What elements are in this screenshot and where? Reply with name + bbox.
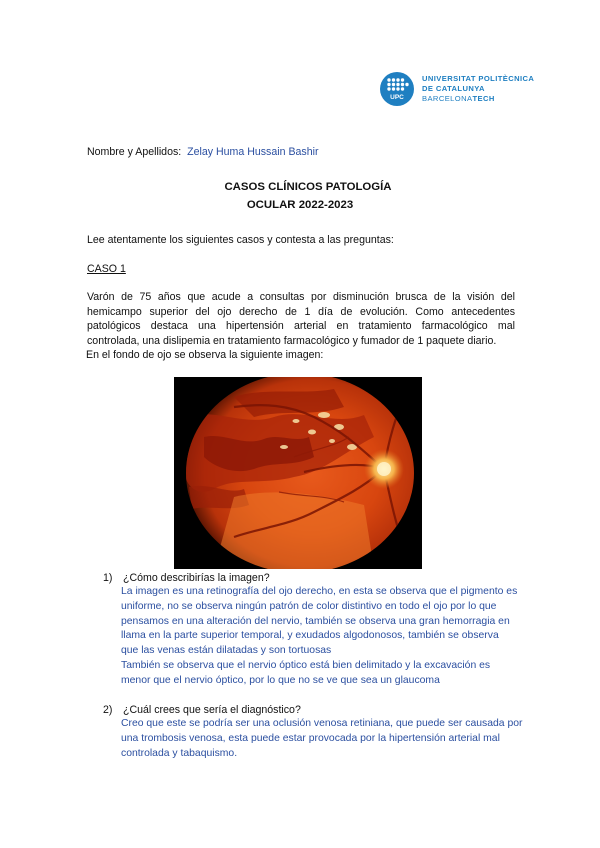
- question-text: ¿Cómo describirías la imagen?: [123, 572, 270, 584]
- case-line: controlada, una dislipemia en tratamiento farmacológico y fumador de 1 paquete diario.: [87, 334, 497, 347]
- answer-1: [121, 585, 541, 689]
- student-name-line: [87, 145, 318, 159]
- logo-mark-text: UPC: [390, 94, 404, 101]
- answer-2: [121, 717, 541, 761]
- university-logo: [380, 72, 580, 112]
- answer-line: pensamos en una alteración del nervio, también se observa una gran hemorragia en: [121, 615, 510, 627]
- question-1: [103, 571, 270, 585]
- answer-line: La imagen es una retinografía del ojo derecho, en esta se observa que el pigmento es: [121, 586, 518, 597]
- answer-line: llama en la parte superior temporal, y exudados algodonosos, también se observa: [121, 630, 499, 642]
- page-title-line-2: OCULAR 2022-2023: [246, 199, 354, 211]
- retina-image: [174, 377, 422, 569]
- answer-line: También se observa que el nervio óptico está bien delimitado y la excavación es: [121, 659, 491, 671]
- instructions: Lee atentamente los siguientes casos y contesta a las preguntas:: [87, 234, 394, 246]
- answer-line: menor que el nervio óptico, por lo que no se ve que sea un glaucoma: [121, 674, 440, 686]
- university-line-1: UNIVERSITAT POLITÈCNICA: [422, 74, 535, 83]
- case-line: hemicampo superior del ojo derecho de 1 día de evolución. Como antecedentes: [87, 305, 515, 318]
- university-line-3b: TECH: [472, 94, 495, 103]
- student-label: Nombre y Apellidos:: [87, 146, 182, 158]
- answer-line: Creo que este se podría ser una oclusión venosa retiniana, que puede ser causada por: [121, 718, 523, 729]
- answer-line: que las venas están dilatadas y son tortuosas: [121, 645, 332, 657]
- fundus-photograph: [174, 377, 422, 569]
- university-line-3a: BARCELONA: [422, 94, 473, 103]
- upc-logo-mark: [380, 72, 414, 106]
- question-number: 2): [103, 704, 113, 716]
- answer-line: una trombosis venosa, esta puede estar provocada por la hipertensión arterial mal: [121, 732, 500, 744]
- page-title-line-1: CASOS CLÍNICOS PATOLOGÍA: [224, 181, 392, 193]
- university-line-2: DE CATALUNYA: [422, 84, 485, 93]
- student-name: Zelay Huma Hussain Bashir: [187, 146, 319, 158]
- question-2: [103, 703, 301, 717]
- case-line: En el fondo de ojo se observa la siguiente imagen:: [86, 349, 324, 362]
- case-description: [87, 290, 515, 363]
- question-number: 1): [103, 572, 113, 584]
- question-text: ¿Cuál crees que sería el diagnóstico?: [123, 704, 301, 716]
- case-line: patológicos destaca una hipertensión arterial en tratamiento farmacológico mal: [87, 320, 515, 333]
- answer-line: uniforme, no se observa ningún patrón de color distintivo en todo el ojo por lo que: [121, 600, 497, 612]
- case-heading: CASO 1: [87, 263, 126, 275]
- university-name: [422, 74, 534, 104]
- case-line: Varón de 75 años que acude a consultas por disminución brusca de la visión del: [87, 291, 515, 303]
- answer-line: controlada y tabaquismo.: [121, 747, 238, 759]
